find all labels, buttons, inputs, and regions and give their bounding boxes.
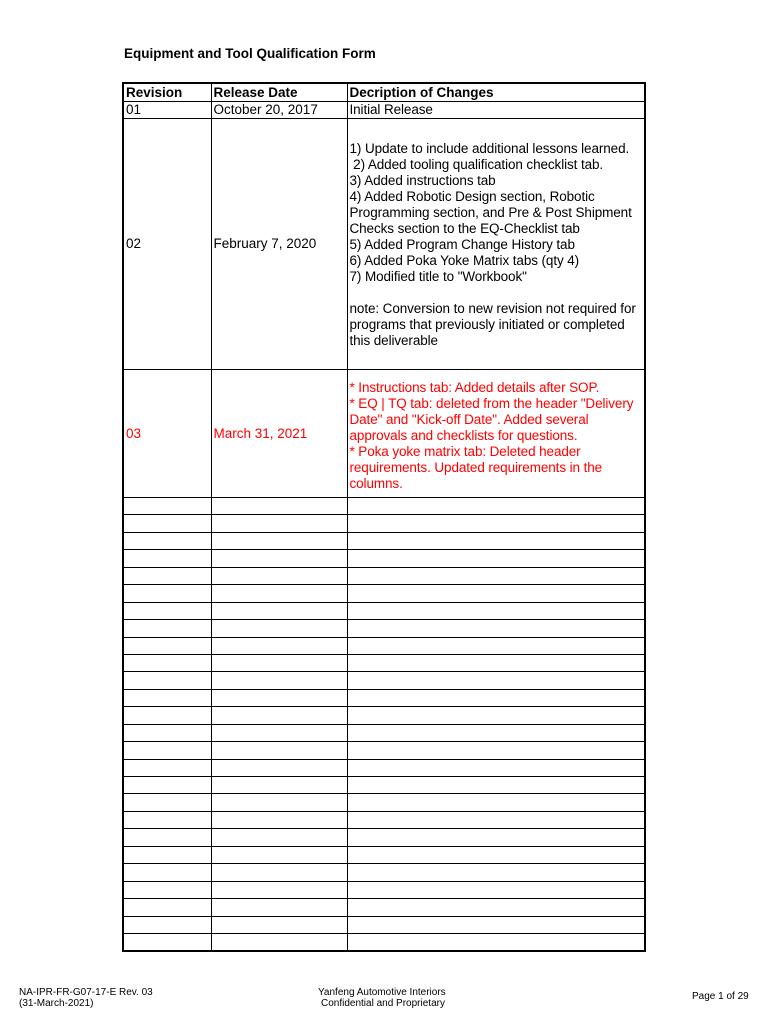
revision-cell: [123, 654, 211, 671]
revision-cell: [123, 916, 211, 933]
table-row-empty: [123, 654, 645, 671]
revision-cell: [123, 550, 211, 567]
revision-cell: 03: [123, 370, 211, 498]
release-date-cell: [211, 777, 347, 794]
form-title: Equipment and Tool Qualification Form: [124, 46, 376, 61]
document-date: (31-March-2021): [19, 998, 94, 1009]
description-cell: [347, 498, 645, 515]
release-date-cell: [211, 532, 347, 549]
release-date-cell: [211, 916, 347, 933]
release-date-cell: [211, 933, 347, 951]
revision-cell: [123, 742, 211, 759]
description-cell: [347, 620, 645, 637]
table-row-rev-03: [123, 370, 645, 498]
revision-cell: [123, 620, 211, 637]
release-date-cell: February 7, 2020: [211, 119, 347, 370]
table-header-row: [123, 83, 645, 102]
description-cell: [347, 916, 645, 933]
revision-cell: [123, 532, 211, 549]
revision-cell: [123, 515, 211, 532]
revision-cell: [123, 881, 211, 898]
description-cell: [347, 742, 645, 759]
release-date-cell: [211, 811, 347, 828]
table-row-rev-01: [123, 102, 645, 119]
release-date-cell: [211, 567, 347, 584]
column-header-release-date: Release Date: [211, 83, 347, 102]
footer-document-code: [19, 987, 153, 1009]
table-row-empty: [123, 532, 645, 549]
release-date-cell: [211, 846, 347, 863]
revision-cell: [123, 689, 211, 706]
table-row-empty: [123, 864, 645, 881]
description-cell: * Instructions tab: Added details after SOP. * EQ | TQ tab: deleted from the header "Delivery Date" and "Kick-off Date". Added several approvals and checklists for questions. * Poka yoke matrix tab: Deleted header requirements. Updated requirements in the columns.: [347, 370, 645, 498]
table-row-empty: [123, 829, 645, 846]
release-date-cell: [211, 637, 347, 654]
revision-cell: 01: [123, 102, 211, 119]
table-row-empty: [123, 602, 645, 619]
release-date-cell: [211, 899, 347, 916]
table-row-empty: [123, 759, 645, 776]
release-date-cell: [211, 881, 347, 898]
description-cell: [347, 759, 645, 776]
release-date-cell: [211, 724, 347, 741]
revision-cell: [123, 933, 211, 951]
table-row-empty: [123, 933, 645, 951]
table-row-empty: [123, 846, 645, 863]
description-cell: [347, 637, 645, 654]
description-cell: [347, 881, 645, 898]
table-row-empty: [123, 498, 645, 515]
table-row-empty: [123, 620, 645, 637]
release-date-cell: [211, 550, 347, 567]
revision-cell: [123, 829, 211, 846]
revision-cell: [123, 724, 211, 741]
description-cell: [347, 899, 645, 916]
description-cell: [347, 689, 645, 706]
description-cell: [347, 829, 645, 846]
column-header-description: Decription of Changes: [347, 83, 645, 102]
revision-cell: [123, 864, 211, 881]
release-date-cell: [211, 759, 347, 776]
revision-cell: [123, 707, 211, 724]
table-row-empty: [123, 550, 645, 567]
revision-cell: 02: [123, 119, 211, 370]
revision-cell: [123, 602, 211, 619]
table-row-empty: [123, 881, 645, 898]
release-date-cell: [211, 620, 347, 637]
revision-cell: [123, 811, 211, 828]
footer-company: [318, 987, 446, 1009]
revision-cell: [123, 846, 211, 863]
description-cell: [347, 654, 645, 671]
table-row-empty: [123, 672, 645, 689]
description-cell: [347, 672, 645, 689]
description-cell: [347, 602, 645, 619]
release-date-cell: [211, 689, 347, 706]
revision-cell: [123, 567, 211, 584]
table-row-empty: [123, 794, 645, 811]
revision-history-table: [122, 82, 646, 952]
table-row-empty: [123, 724, 645, 741]
revision-cell: [123, 759, 211, 776]
description-cell: [347, 777, 645, 794]
release-date-cell: [211, 672, 347, 689]
table-row-empty: [123, 777, 645, 794]
description-cell: [347, 567, 645, 584]
revision-cell: [123, 672, 211, 689]
document-code: NA-IPR-FR-G07-17-E Rev. 03: [19, 987, 153, 998]
table-row-empty: [123, 742, 645, 759]
table-row-empty: [123, 567, 645, 584]
release-date-cell: [211, 602, 347, 619]
column-header-revision: Revision: [123, 83, 211, 102]
description-cell: [347, 933, 645, 951]
classification-label: Confidential and Proprietary: [321, 998, 445, 1009]
page-number: Page 1 of 29: [692, 991, 749, 1002]
release-date-cell: [211, 498, 347, 515]
description-cell: [347, 864, 645, 881]
revision-cell: [123, 637, 211, 654]
table-row-empty: [123, 637, 645, 654]
release-date-cell: [211, 794, 347, 811]
table-row-empty: [123, 515, 645, 532]
release-date-cell: [211, 707, 347, 724]
description-cell: Initial Release: [347, 102, 645, 119]
description-cell: [347, 585, 645, 602]
release-date-cell: [211, 742, 347, 759]
description-cell: [347, 707, 645, 724]
table-row-empty: [123, 707, 645, 724]
description-cell: [347, 550, 645, 567]
description-cell: 1) Update to include additional lessons learned. 2) Added tooling qualification checklist tab. 3) Added instructions tab 4) Added Robotic Design section, Robotic Programming section, and Pre & Post Shipment Checks section to the EQ-Checklist tab 5) Added Program Change History tab 6) Added Poka Yoke Matrix tabs (qty 4) 7) Modified title to "Workbook" note: Conversion to new revision not required for programs that previously initiated or completed this deliverable: [347, 119, 645, 370]
description-cell: [347, 794, 645, 811]
revision-cell: [123, 777, 211, 794]
table-row-empty: [123, 585, 645, 602]
description-cell: [347, 532, 645, 549]
revision-cell: [123, 498, 211, 515]
release-date-cell: [211, 829, 347, 846]
table-row-empty: [123, 811, 645, 828]
description-cell: [347, 724, 645, 741]
release-date-cell: October 20, 2017: [211, 102, 347, 119]
table-row-rev-02: [123, 119, 645, 370]
table-row-empty: [123, 916, 645, 933]
release-date-cell: March 31, 2021: [211, 370, 347, 498]
description-cell: [347, 846, 645, 863]
table-row-empty: [123, 689, 645, 706]
release-date-cell: [211, 864, 347, 881]
release-date-cell: [211, 654, 347, 671]
release-date-cell: [211, 585, 347, 602]
company-name: Yanfeng Automotive Interiors: [318, 987, 446, 998]
description-cell: [347, 515, 645, 532]
table-row-empty: [123, 899, 645, 916]
revision-cell: [123, 585, 211, 602]
revision-cell: [123, 794, 211, 811]
release-date-cell: [211, 515, 347, 532]
revision-cell: [123, 899, 211, 916]
description-cell: [347, 811, 645, 828]
